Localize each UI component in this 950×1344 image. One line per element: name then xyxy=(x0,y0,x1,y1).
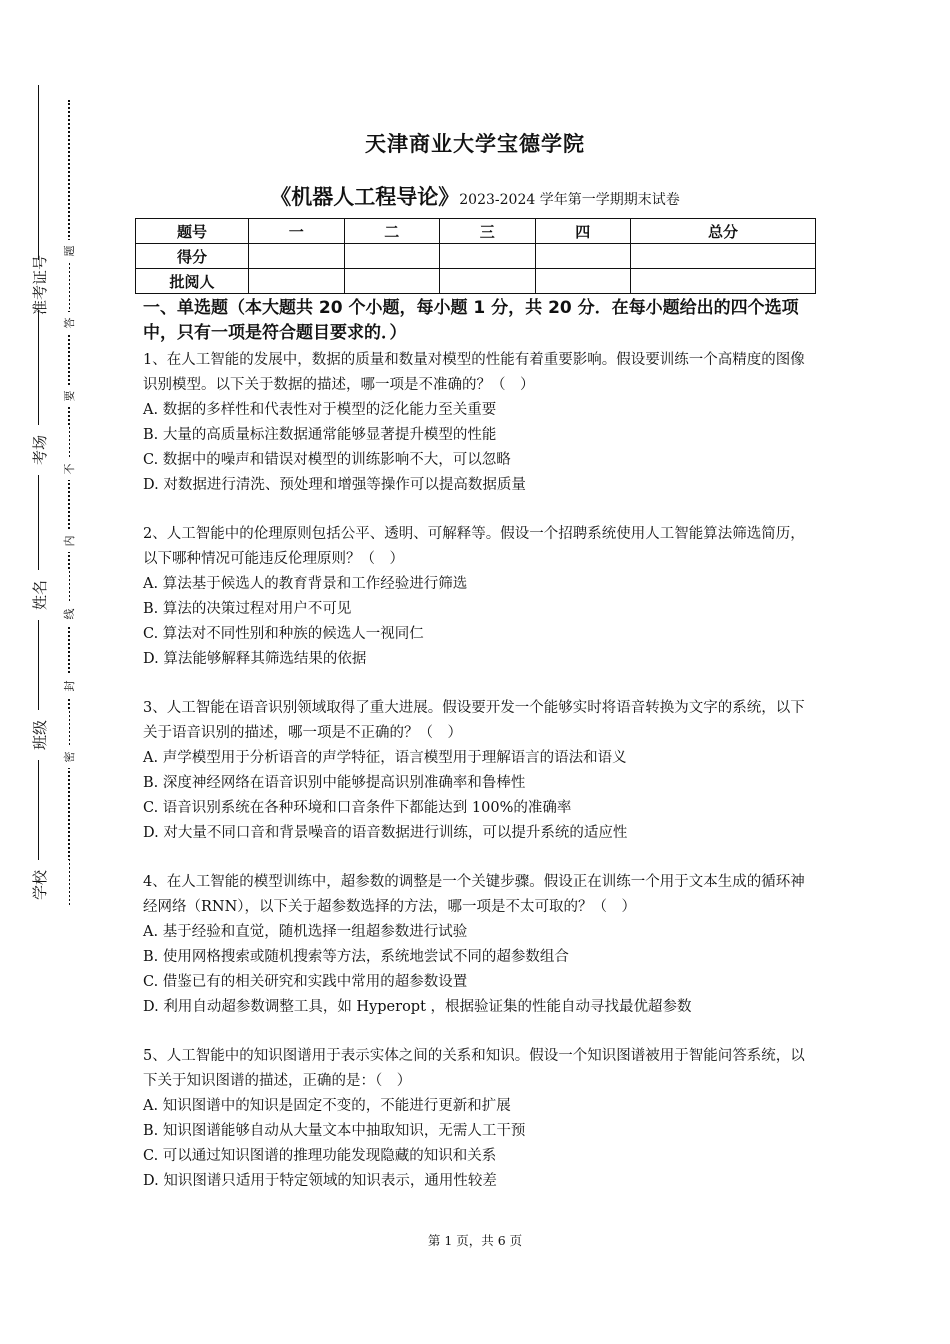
exam-room-label: 考场 xyxy=(9,425,69,475)
seal-char: 内 xyxy=(58,530,80,552)
option-d: D. 对大量不同口音和背景噪音的语音数据进行训练，可以提升系统的适应性 xyxy=(143,825,628,841)
score-table-header: 题号 xyxy=(136,219,249,244)
question-3 xyxy=(143,696,813,846)
score-cell xyxy=(535,244,631,269)
reviewer-cell xyxy=(344,269,440,294)
option-a: A. 算法基于候选人的教育背景和工作经验进行筛选 xyxy=(143,576,468,592)
seal-char: 线 xyxy=(58,603,80,625)
question-5 xyxy=(143,1044,813,1194)
name-label: 姓名 xyxy=(9,570,69,620)
score-cell xyxy=(249,244,345,269)
option-c: C. 语音识别系统在各种环境和口音条件下都能达到 100%的准确率 xyxy=(143,800,572,816)
seal-char: 不 xyxy=(58,458,80,480)
question-stem: 2、人工智能中的伦理原则包括公平、透明、可解释等。假设一个招聘系统使用人工智能算法筛选简历，以下哪种情况可能违反伦理原则？（ ） xyxy=(143,526,805,567)
option-c: C. 数据中的噪声和错误对模型的训练影响不大，可以忽略 xyxy=(143,452,511,468)
exam-content xyxy=(143,296,813,1218)
exam-id-label: 准考证号 xyxy=(9,260,69,310)
class-label: 班级 xyxy=(9,710,69,760)
score-table-header: 二 xyxy=(344,219,440,244)
score-table-header: 四 xyxy=(535,219,631,244)
score-cell xyxy=(631,244,816,269)
reviewer-row xyxy=(136,269,816,294)
school-label: 学校 xyxy=(9,860,69,910)
option-c: C. 可以通过知识图谱的推理功能发现隐藏的知识和关系 xyxy=(143,1148,497,1164)
score-table-header: 总分 xyxy=(631,219,816,244)
section-title: 一、单选题（本大题共 20 个小题，每小题 1 分，共 20 分．在每小题给出的四个选项中，只有一项是符合题目要求的．） xyxy=(143,298,799,343)
score-table-header: 一 xyxy=(249,219,345,244)
question-2 xyxy=(143,522,813,672)
score-row xyxy=(136,244,816,269)
option-c: C. 借鉴已有的相关研究和实践中常用的超参数设置 xyxy=(143,974,468,990)
question-stem: 5、人工智能中的知识图谱用于表示实体之间的关系和知识。假设一个知识图谱被用于智能问答系统，以下关于知识图谱的描述，正确的是：（ ） xyxy=(143,1048,805,1089)
seal-char: 密 xyxy=(58,746,80,768)
score-cell xyxy=(440,244,536,269)
option-b: B. 使用网格搜索或随机搜索等方法，系统地尝试不同的超参数组合 xyxy=(143,949,569,965)
exam-title xyxy=(0,181,950,211)
reviewer-cell xyxy=(535,269,631,294)
seal-char: 要 xyxy=(58,385,80,407)
reviewer-cell xyxy=(249,269,345,294)
option-a: A. 知识图谱中的知识是固定不变的，不能进行更新和扩展 xyxy=(143,1098,511,1114)
course-name: 《机器人工程导论》 xyxy=(270,185,460,209)
option-d: D. 对数据进行清洗、预处理和增强等操作可以提高数据质量 xyxy=(143,477,526,493)
question-stem: 4、在人工智能的模型训练中，超参数的调整是一个关键步骤。假设正在训练一个用于文本生成的循环神经网络（RNN），以下关于超参数选择的方法，哪一项是不太可取的？（ ） xyxy=(143,874,805,915)
question-stem: 1、在人工智能的发展中，数据的质量和数量对模型的性能有着重要影响。假设要训练一个高精度的图像识别模型。以下关于数据的描述，哪一项是不准确的？（ ） xyxy=(143,352,805,393)
score-cell xyxy=(344,244,440,269)
reviewer-cell xyxy=(631,269,816,294)
seal-char: 题 xyxy=(58,240,80,262)
school-name: 天津商业大学宝德学院 xyxy=(365,132,585,156)
page-footer: 第 1 页，共 6 页 xyxy=(427,1233,523,1248)
score-table-header-row xyxy=(136,219,816,244)
option-b: B. 深度神经网络在语音识别中能够提高识别准确率和鲁棒性 xyxy=(143,775,526,791)
option-b: B. 知识图谱能够自动从大量文本中抽取知识，无需人工干预 xyxy=(143,1123,526,1139)
option-c: C. 算法对不同性别和种族的候选人一视同仁 xyxy=(143,626,424,642)
seal-char: 封 xyxy=(58,675,80,697)
seal-char: 答 xyxy=(58,312,80,334)
score-table xyxy=(135,218,816,294)
reviewer-row-label: 批阅人 xyxy=(136,269,249,294)
seal-dotted-line xyxy=(68,100,70,905)
option-d: D. 算法能够解释其筛选结果的依据 xyxy=(143,651,367,667)
score-table-header: 三 xyxy=(440,219,536,244)
score-row-label: 得分 xyxy=(136,244,249,269)
option-a: A. 基于经验和直觉，随机选择一组超参数进行试验 xyxy=(143,924,468,940)
option-d: D. 知识图谱只适用于特定领域的知识表示，通用性较差 xyxy=(143,1173,497,1189)
question-1 xyxy=(143,348,813,498)
option-d: D. 利用自动超参数调整工具，如 Hyperopt ，根据验证集的性能自动寻找最优超参数 xyxy=(143,999,692,1015)
exam-term: 2023-2024 学年第一学期期末试卷 xyxy=(459,192,680,208)
option-a: A. 声学模型用于分析语音的声学特征，语言模型用于理解语言的语法和语义 xyxy=(143,750,627,766)
reviewer-cell xyxy=(440,269,536,294)
question-4 xyxy=(143,870,813,1020)
option-a: A. 数据的多样性和代表性对于模型的泛化能力至关重要 xyxy=(143,402,497,418)
option-b: B. 大量的高质量标注数据通常能够显著提升模型的性能 xyxy=(143,427,497,443)
question-stem: 3、人工智能在语音识别领域取得了重大进展。假设要开发一个能够实时将语音转换为文字的系统，以下关于语音识别的描述，哪一项是不正确的？（ ） xyxy=(143,700,805,741)
option-b: B. 算法的决策过程对用户不可见 xyxy=(143,601,352,617)
